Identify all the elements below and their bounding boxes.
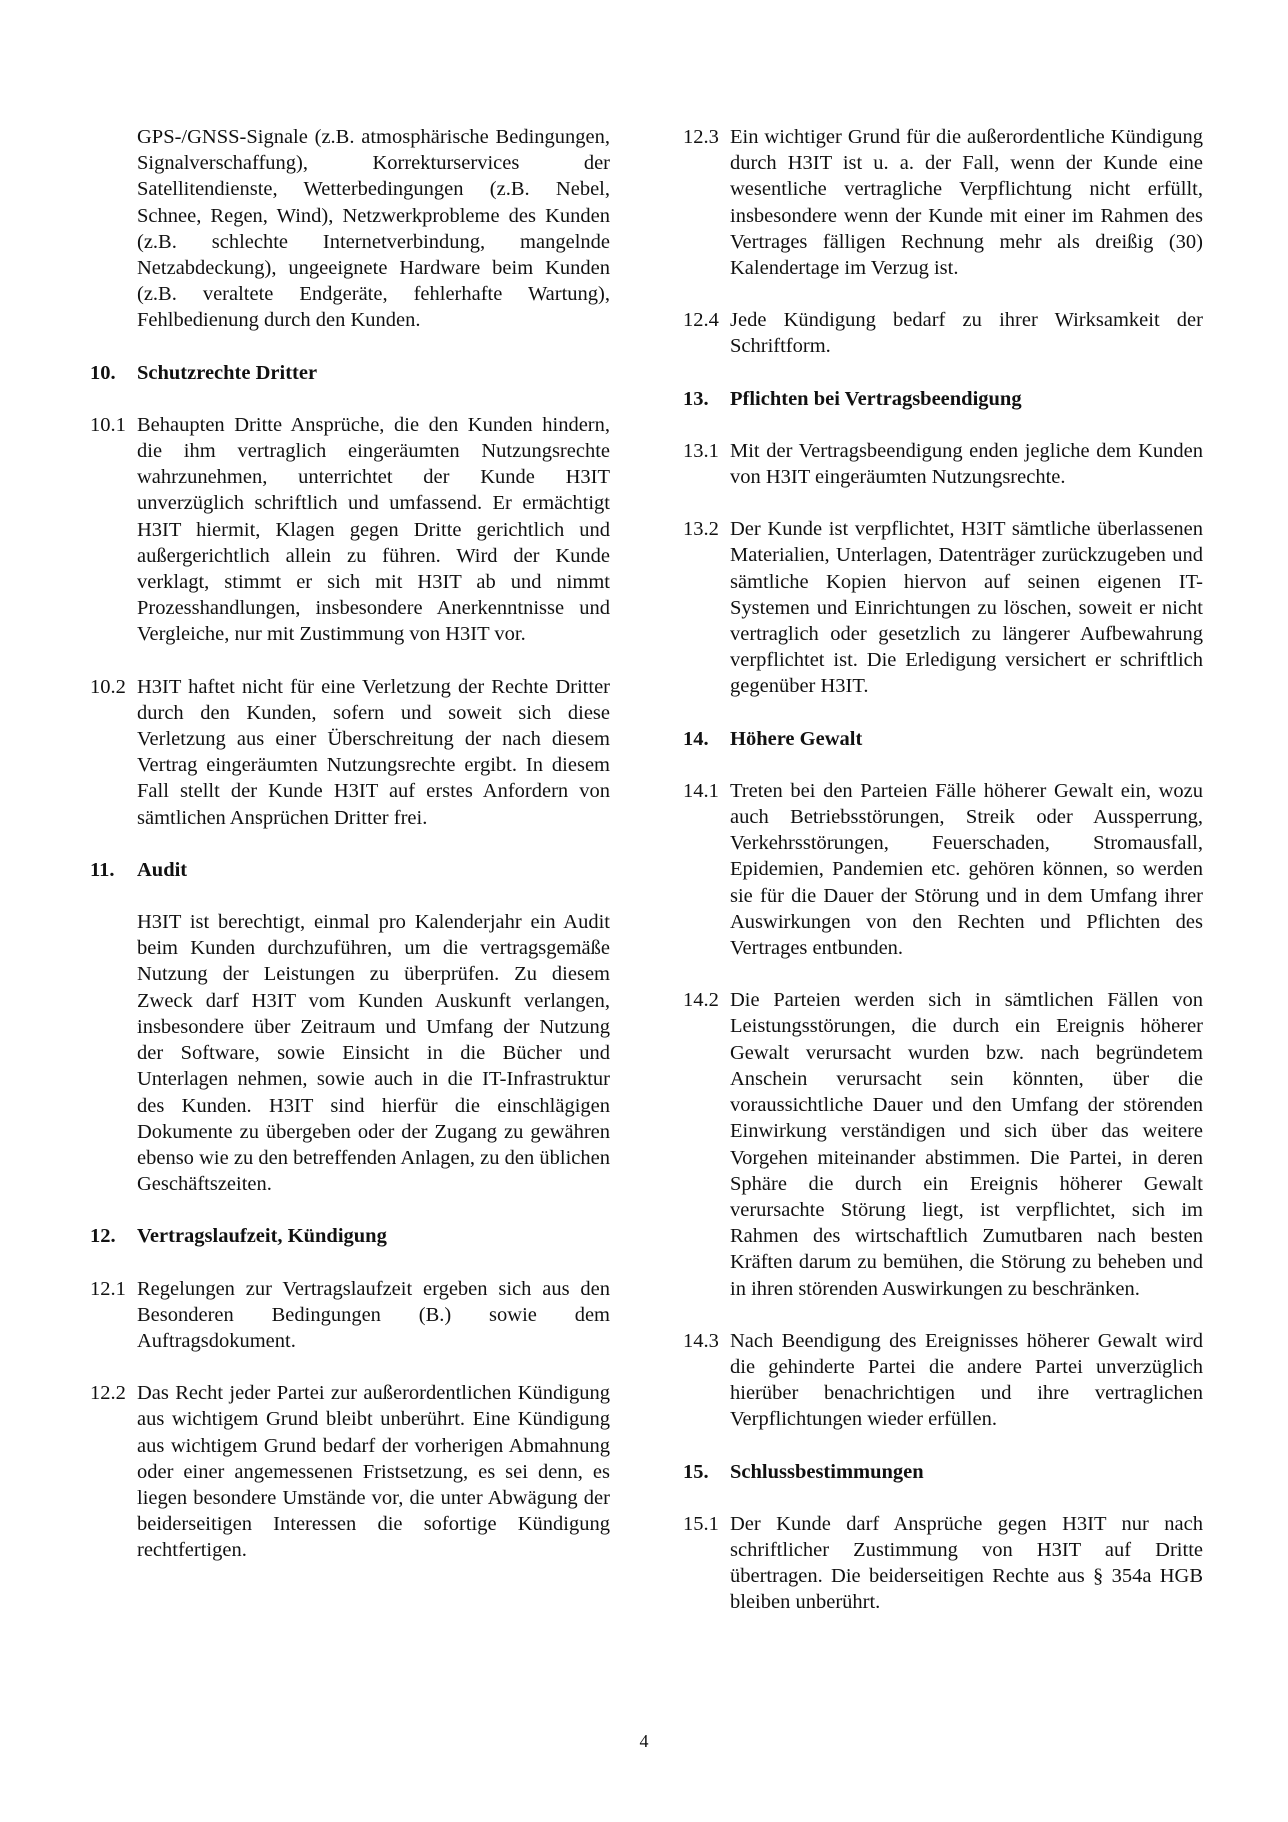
- page-number: 4: [639, 1731, 649, 1751]
- section-number: 14.: [683, 727, 709, 750]
- section-heading: [683, 386, 1203, 412]
- right-column: [683, 124, 1203, 1642]
- section-heading: [683, 726, 1203, 752]
- section-title: Vertragslaufzeit, Kündigung: [137, 1225, 387, 1248]
- paragraph: [683, 1511, 1203, 1616]
- paragraph: [90, 412, 610, 648]
- clause-text: Mit der Vertragsbeendigung enden jegliche dem Kunden von H3IT eingeräumten Nutzungsrechte.: [730, 439, 1203, 489]
- section-number: 11.: [90, 858, 115, 881]
- paragraph: [683, 124, 1203, 281]
- clause-text: Jede Kündigung bedarf zu ihrer Wirksamkeit der Schriftform.: [730, 309, 1203, 358]
- clause-number: 12.4: [683, 309, 719, 332]
- section-number: 10.: [90, 361, 116, 384]
- clause-number: 10.2: [90, 675, 126, 698]
- section-number: 15.: [683, 1460, 709, 1483]
- clause-number: 10.1: [90, 413, 126, 436]
- section-title: Pflichten bei Vertragsbeendigung: [730, 387, 1022, 410]
- clause-text: Regelungen zur Vertragslaufzeit ergeben sich aus den Besonderen Bedingungen (B.) sowie dem Auftragsdokument.: [137, 1277, 610, 1352]
- clause-text: Der Kunde ist verpflichtet, H3IT sämtliche überlassenen Materialien, Unterlagen, Datenträger zurückzugeben und sämtliche Kopien hiervon auf seinen eigenen IT-Systemen und Einrichtungen zu löschen, soweit er nicht vertraglich oder gesetzlich zu längerer Aufbewahrung verpflichtet ist. Die Erledigung versichert er schriftlich gegenüber H3IT.: [730, 518, 1203, 698]
- clause-text: Behaupten Dritte Ansprüche, die den Kunden hindern, die ihm vertraglich eingeräumten Nutzungsrechte wahrzunehmen, unterrichtet der Kunde H3IT unverzüglich schriftlich und umfassend. Er ermächtigt H3IT hiermit, Klagen gegen Dritte gerichtlich und außergerichtlich allein zu führen. Wird der Kunde verklagt, stimmt er sich mit H3IT ab und nimmt Prozesshandlungen, insbesondere Anerkenntnisse und Vergleiche, nur mit Zustimmung von H3IT vor.: [137, 413, 610, 646]
- section-heading: [683, 1459, 1203, 1485]
- paragraph: [90, 909, 610, 1197]
- clause-number: 14.2: [683, 989, 719, 1012]
- paragraph: [683, 987, 1203, 1301]
- clause-text: GPS-/GNSS-Signale (z.B. atmosphärische Bedingungen, Signalverschaffung), Korrekturservices der Satellitendienste, Wetterbedingungen (z.B. Nebel, Schnee, Regen, Wind), Netzwerkprobleme des Kunden (z.B. schlechte Internetverbindung, mangelnde Netzabdeckung), ungeeignete Hardware beim Kunden (z.B. veraltete Endgeräte, fehlerhafte Wartung), Fehlbedienung durch den Kunden.: [137, 126, 610, 332]
- clause-text: Das Recht jeder Partei zur außerordentlichen Kündigung aus wichtigem Grund bleibt unberührt. Eine Kündigung aus wichtigem Grund bedarf der vorherigen Abmahnung oder einer angemessenen Fristsetzung, es sei denn, es liegen besondere Umstände vor, die unter Abwägung der beiderseitigen Interessen die sofortige Kündigung rechtfertigen.: [137, 1382, 610, 1562]
- section-title: Schlussbestimmungen: [730, 1460, 924, 1483]
- paragraph: [90, 1276, 610, 1355]
- clause-text: Ein wichtiger Grund für die außerordentliche Kündigung durch H3IT ist u. a. der Fall, wenn der Kunde eine wesentliche vertragliche Verpflichtung nicht erfüllt, insbesondere wenn der Kunde mit einer im Rahmen des Vertrages fälligen Rechnung mehr als dreißig (30) Kalendertage im Verzug ist.: [730, 126, 1203, 280]
- left-column: [90, 124, 610, 1590]
- section-number: 12.: [90, 1225, 116, 1248]
- section-number: 13.: [683, 387, 709, 410]
- clause-text: Treten bei den Parteien Fälle höherer Gewalt ein, wozu auch Betriebsstörungen, Streik oder Aussperrung, Verkehrsstörungen, Feuerschaden, Stromausfall, Epidemien, Pandemien etc. gehören können, so werden sie für die Dauer der Störung und in dem Umfang ihrer Auswirkungen von den Rechten und Pflichten des Vertrages entbunden.: [730, 779, 1203, 960]
- section-title: Audit: [137, 858, 188, 881]
- clause-number: 13.1: [683, 439, 719, 462]
- clause-number: 12.2: [90, 1382, 126, 1405]
- paragraph: [683, 1328, 1203, 1433]
- section-title: Schutzrechte Dritter: [137, 361, 318, 384]
- clause-number: 14.1: [683, 779, 719, 802]
- clause-text: Die Parteien werden sich in sämtlichen Fällen von Leistungsstörungen, die durch ein Ereignis höherer Gewalt verursacht wurden bzw. nach begründetem Anschein verursacht sein könnten, über die voraussichtliche Dauer und den Umfang der störenden Einwirkung verständigen und sich über das weitere Vorgehen miteinander abstimmen. Die Partei, in deren Sphäre die durch ein Ereignis höherer Gewalt verursachte Störung liegt, ist verpflichtet, sich im Rahmen des wirtschaftlich Zumutbaren nach besten Kräften darum zu bemühen, die Störung zu beheben und in ihren störenden Auswirkungen zu beschränken.: [730, 989, 1203, 1300]
- paragraph: [683, 438, 1203, 490]
- clause-text: H3IT haftet nicht für eine Verletzung der Rechte Dritter durch den Kunden, sofern und soweit sich diese Verletzung aus einer Überschreitung der nach diesem Vertrag eingeräumten Nutzungsrechte ergibt. In diesem Fall stellt der Kunde H3IT auf erstes Anfordern von sämtlichen Ansprüchen Dritter frei.: [137, 675, 610, 829]
- paragraph: [90, 674, 610, 831]
- paragraph: [90, 124, 610, 334]
- paragraph: [683, 307, 1203, 359]
- paragraph: [90, 1380, 610, 1563]
- clause-text: H3IT ist berechtigt, einmal pro Kalenderjahr ein Audit beim Kunden durchzuführen, um die vertragsgemäße Nutzung der Leistungen zu überprüfen. Zu diesem Zweck darf H3IT vom Kunden Auskunft verlangen, insbesondere über Zeitraum und Umfang der Nutzung der Software, sowie Einsicht in die Bücher und Unterlagen nehmen, sowie auch in die IT-Infrastruktur des Kunden. H3IT sind hierfür die einschlägigen Dokumente zu übergeben oder der Zugang zu gewähren ebenso wie zu den betreffenden Anlagen, zu den üblichen Geschäftszeiten.: [137, 911, 610, 1196]
- section-heading: [90, 360, 610, 386]
- clause-number: 12.3: [683, 126, 719, 148]
- section-heading: [90, 1223, 610, 1249]
- section-title: Höhere Gewalt: [730, 727, 863, 750]
- clause-number: 13.2: [683, 518, 719, 541]
- clause-number: 15.1: [683, 1512, 719, 1535]
- clause-number: 12.1: [90, 1277, 126, 1300]
- section-heading: [90, 857, 610, 883]
- clause-number: 14.3: [683, 1329, 719, 1352]
- paragraph: [683, 516, 1203, 699]
- clause-text: Der Kunde darf Ansprüche gegen H3IT nur nach schriftlicher Zustimmung von H3IT auf Dritte übertragen. Die beiderseitigen Rechte aus § 354a HGB bleiben unberührt.: [730, 1512, 1203, 1614]
- clause-text: Nach Beendigung des Ereignisses höherer Gewalt wird die gehinderte Partei die andere Partei unverzüglich hierüber benachrichtigen und ihre vertraglichen Verpflichtungen wieder erfüllen.: [730, 1329, 1203, 1431]
- paragraph: [683, 778, 1203, 961]
